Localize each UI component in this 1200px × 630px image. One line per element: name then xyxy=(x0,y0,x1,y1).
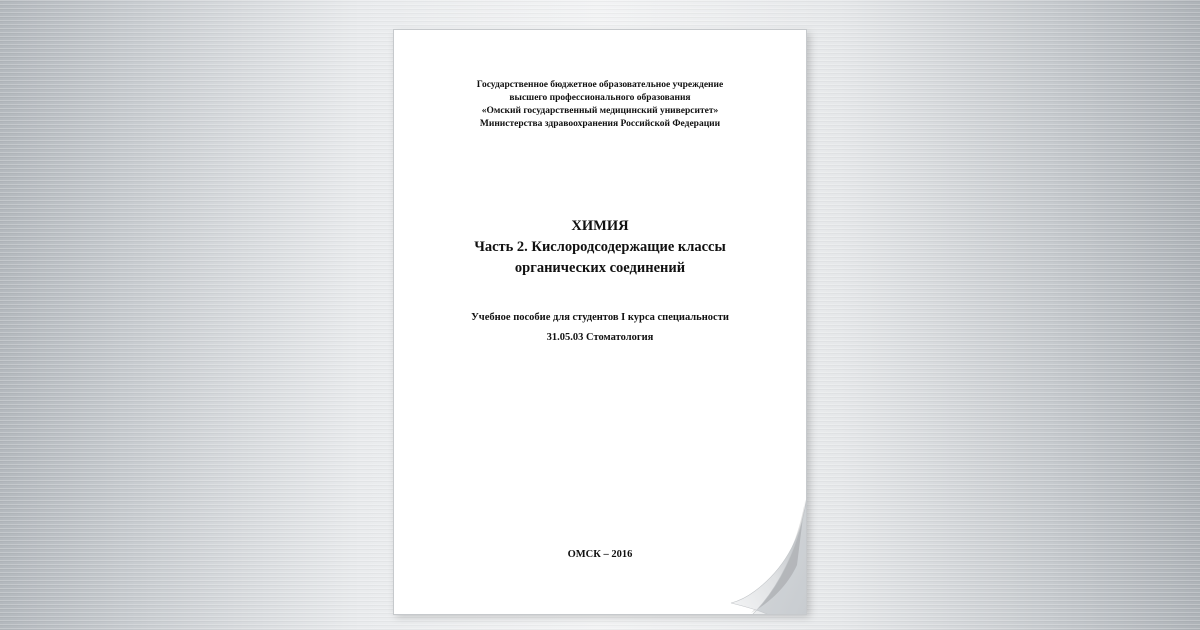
document-subtitle: Учебное пособие для студентов I курса специальности xyxy=(471,312,729,323)
document-page xyxy=(393,29,807,615)
document-title-part: Часть 2. Кислородсодержащие классы xyxy=(474,239,726,255)
institution-line-4: Министерства здравоохранения Российской Федерации xyxy=(479,119,721,129)
document-specialty: 31.05.03 Стоматология xyxy=(546,332,654,343)
institution-line-1: Государственное бюджетное образовательное учреждение xyxy=(476,80,724,90)
institution-line-3: «Омский государственный медицинский университет» xyxy=(481,106,719,116)
document-title: ХИМИЯ xyxy=(571,218,629,234)
institution-line-2: высшего профессионального образования xyxy=(509,93,691,103)
document-title-topic: органических соединений xyxy=(514,260,686,276)
document-footer: ОМСК – 2016 xyxy=(567,549,633,560)
